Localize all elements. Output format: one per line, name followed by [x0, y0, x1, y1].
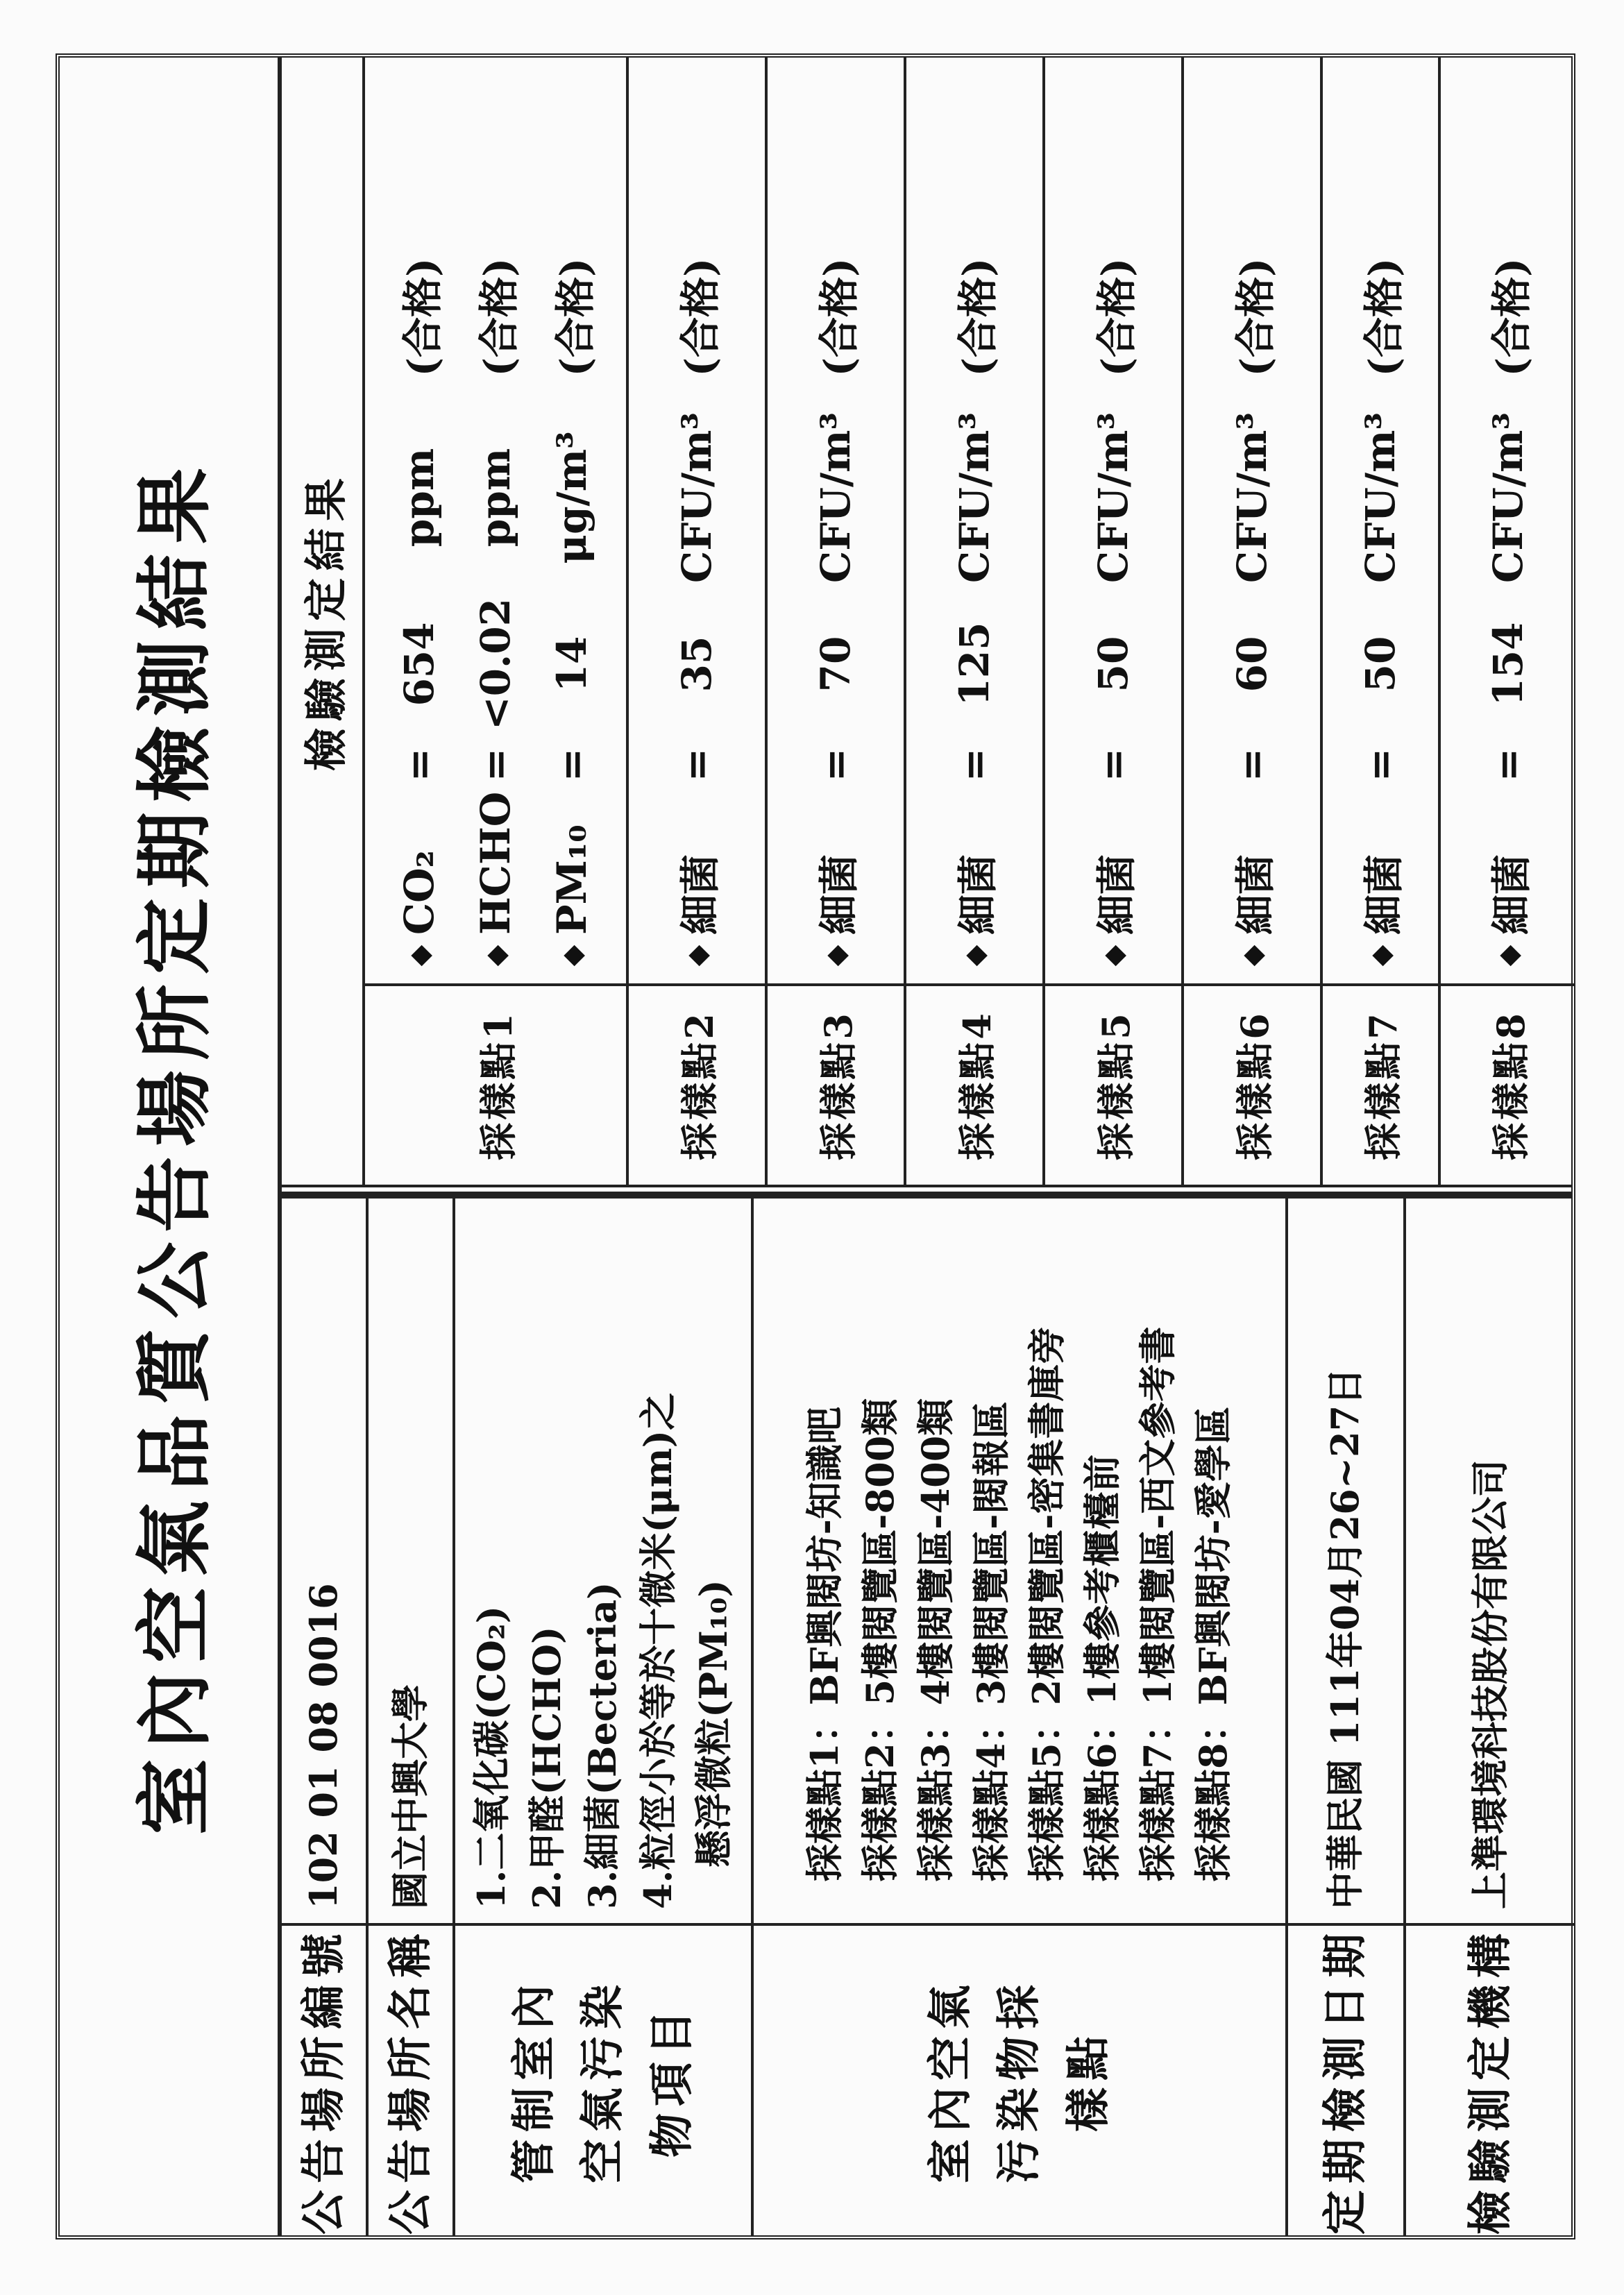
- result-equals: =: [548, 747, 595, 782]
- result-line: [1342, 65, 1419, 976]
- value-site-number: [282, 1219, 366, 1909]
- result-values: [1045, 65, 1181, 976]
- result-values: [1323, 65, 1438, 976]
- value-line: 懸浮微粒(PM₁₀): [691, 1580, 736, 1868]
- diamond-bullet-icon: ◆: [958, 945, 991, 967]
- result-item: HCHO: [472, 791, 519, 935]
- result-unit: ppm: [396, 448, 443, 548]
- result-item: 細菌: [677, 854, 724, 935]
- value-line: 採樣點6：1樓參考櫃檯前: [1079, 1454, 1124, 1881]
- point-name: 採樣點1: [365, 983, 626, 1185]
- value-line: 採樣點4：3樓閱覽區-閱報區: [969, 1401, 1014, 1881]
- value-line: 3.細菌(Becteria): [580, 1582, 625, 1909]
- result-equals: =: [1090, 747, 1137, 782]
- result-status: (合格): [552, 257, 599, 377]
- result-row-8: [1441, 58, 1575, 1185]
- value-test-date: [1288, 1219, 1403, 1909]
- page-title: 室內空氣品質公告場所定期檢測結果: [60, 58, 282, 2235]
- result-status: (合格): [1232, 257, 1279, 377]
- result-line: [1214, 65, 1290, 976]
- result-value: 125: [951, 622, 998, 706]
- result-row-7: [1323, 58, 1441, 1185]
- result-item: 細菌: [1488, 854, 1535, 935]
- point-name: 採樣點6: [1184, 983, 1320, 1185]
- result-unit: CFU/m³: [1228, 412, 1276, 583]
- value-line: 4.粒徑小於等於十微米(μm)之: [635, 1392, 680, 1909]
- result-equals: =: [812, 747, 859, 782]
- result-status: (合格): [954, 257, 1001, 377]
- label-sampling-points: 室內空氣污染物採樣點: [754, 1923, 1285, 2235]
- value-line: 採樣點2：5樓閱覽區-800類: [858, 1398, 903, 1881]
- label-site-name: 公告場所名稱: [369, 1923, 452, 2235]
- row-site-name: [369, 1199, 455, 2235]
- result-values: [1184, 65, 1320, 976]
- result-status: (合格): [1360, 257, 1407, 377]
- result-value: 50: [1357, 636, 1404, 693]
- column-separator: [282, 1185, 1571, 1194]
- result-unit: CFU/m³: [951, 412, 998, 583]
- results-table: [282, 58, 1571, 1185]
- value-line: 2.甲醛(HCHO): [525, 1626, 570, 1909]
- result-equals: =: [1357, 747, 1404, 782]
- result-line: [457, 65, 534, 976]
- diamond-bullet-icon: ◆: [1235, 945, 1269, 967]
- result-item: 細菌: [1360, 854, 1407, 935]
- result-line: [381, 65, 457, 976]
- result-line: [659, 65, 735, 976]
- result-value: 60: [1228, 636, 1276, 693]
- result-equals: =: [951, 747, 998, 782]
- result-values: [768, 65, 904, 976]
- value-line: 採樣點1：BF興閱坊-知識吧: [802, 1407, 847, 1881]
- result-unit: CFU/m³: [1485, 412, 1532, 583]
- diamond-bullet-icon: ◆: [479, 945, 512, 967]
- row-test-date: [1288, 1199, 1406, 2235]
- results-header: 檢驗測定結果: [282, 58, 365, 1185]
- result-item: 細菌: [1093, 854, 1140, 935]
- diamond-bullet-icon: ◆: [680, 945, 713, 967]
- result-values: [906, 65, 1042, 976]
- result-row-4: [906, 58, 1045, 1185]
- result-unit: CFU/m³: [1090, 412, 1137, 583]
- result-unit: CFU/m³: [812, 412, 859, 583]
- result-value: 154: [1485, 622, 1532, 706]
- point-name: 採樣點4: [906, 983, 1042, 1185]
- point-name: 採樣點8: [1441, 983, 1575, 1185]
- result-equals: =: [673, 747, 720, 782]
- diamond-bullet-icon: ◆: [403, 945, 436, 967]
- result-line: [936, 65, 1013, 976]
- result-value: 70: [812, 636, 859, 693]
- result-status: (合格): [815, 257, 863, 377]
- value-line: 上準環境科技股份有限公司: [1468, 1459, 1513, 1909]
- result-unit: CFU/m³: [673, 412, 720, 583]
- result-unit: ppm: [472, 448, 519, 548]
- point-name: 採樣點5: [1045, 983, 1181, 1185]
- result-status: (合格): [1093, 257, 1140, 377]
- label-test-date: 定期檢測日期: [1288, 1923, 1403, 2235]
- result-value: 654: [396, 622, 443, 706]
- result-value: 14: [548, 636, 595, 693]
- value-line: 102 01 08 0016: [301, 1583, 346, 1909]
- result-status: (合格): [677, 257, 724, 377]
- diamond-bullet-icon: ◆: [819, 945, 852, 967]
- row-sampling-points: [754, 1199, 1288, 2235]
- value-test-agency: [1406, 1219, 1575, 1909]
- result-values: [629, 65, 765, 976]
- value-site-name: [369, 1219, 452, 1909]
- row-pollutants: [455, 1199, 754, 2235]
- result-unit: CFU/m³: [1357, 412, 1404, 583]
- diamond-bullet-icon: ◆: [1491, 945, 1525, 967]
- result-status: (合格): [1488, 257, 1535, 377]
- point-name: 採樣點2: [629, 983, 765, 1185]
- value-pollutants: [455, 1219, 751, 1909]
- result-line: [534, 65, 610, 976]
- document-frame: [56, 53, 1575, 2239]
- result-value: 35: [673, 636, 720, 693]
- result-status: (合格): [475, 257, 523, 377]
- result-line: [1470, 65, 1546, 976]
- info-table: [282, 1194, 1571, 2235]
- value-line: 採樣點3：4樓閱覽區-400類: [913, 1398, 958, 1881]
- value-line: 採樣點8：BF興閱坊-愛學區: [1190, 1407, 1235, 1881]
- result-item: CO₂: [396, 849, 443, 935]
- result-unit: μg/m³: [548, 431, 595, 564]
- point-name: 採樣點3: [768, 983, 904, 1185]
- result-item: 細菌: [815, 854, 863, 935]
- result-equals: =: [1228, 747, 1276, 782]
- result-row-3: [768, 58, 906, 1185]
- value-sampling-points: [754, 1219, 1285, 1909]
- value-line: 採樣點5：2樓閱覽區-密集書庫旁: [1024, 1326, 1069, 1881]
- row-test-agency: [1406, 1199, 1575, 2235]
- label-test-agency: 檢驗測定機構: [1406, 1923, 1575, 2235]
- point-name: 採樣點7: [1323, 983, 1438, 1185]
- result-item: PM₁₀: [548, 824, 595, 935]
- result-values: [365, 65, 626, 976]
- diamond-bullet-icon: ◆: [1364, 945, 1397, 967]
- label-pollutants: 管制室內空氣污染物項目: [455, 1923, 751, 2235]
- value-line: 國立中興大學: [387, 1684, 432, 1909]
- diamond-bullet-icon: ◆: [1097, 945, 1130, 967]
- value-line: 1.二氧化碳(CO₂): [469, 1605, 514, 1909]
- result-equals: =: [396, 747, 443, 782]
- row-site-number: [282, 1199, 369, 2235]
- result-item: 細菌: [954, 854, 1001, 935]
- result-row-6: [1184, 58, 1323, 1185]
- label-site-number: 公告場所編號: [282, 1923, 366, 2235]
- value-line: 中華民國 111年04月26~27日: [1323, 1367, 1368, 1909]
- result-row-5: [1045, 58, 1184, 1185]
- result-line: [1075, 65, 1151, 976]
- result-item: 細菌: [1232, 854, 1279, 935]
- result-row-2: [629, 58, 768, 1185]
- result-row-1: [365, 58, 629, 1185]
- result-equals: =: [1485, 747, 1532, 782]
- result-value: 50: [1090, 636, 1137, 693]
- result-values: [1441, 65, 1575, 976]
- result-value: <0.02: [472, 598, 519, 730]
- result-status: (合格): [399, 257, 446, 377]
- diamond-bullet-icon: ◆: [555, 945, 589, 967]
- value-line: 採樣點7：1樓閱覽區-西文參考書: [1135, 1326, 1180, 1881]
- result-equals: =: [472, 747, 519, 782]
- result-line: [797, 65, 874, 976]
